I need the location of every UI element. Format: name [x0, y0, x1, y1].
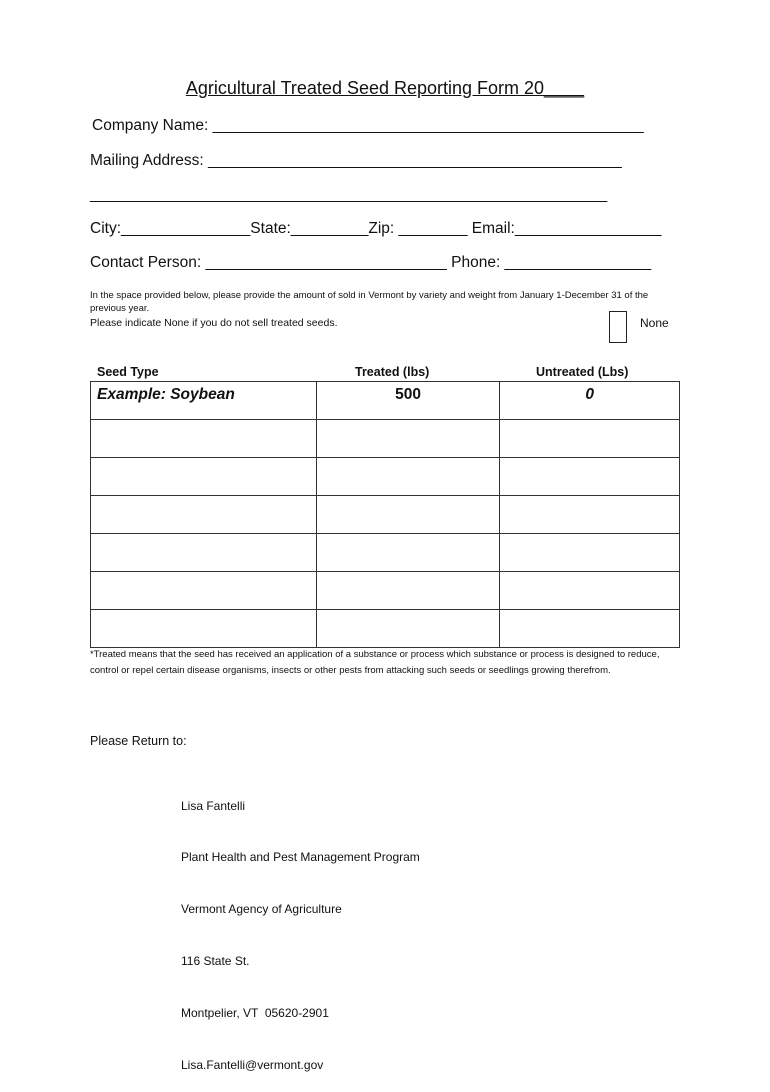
- untreated-cell[interactable]: [500, 572, 680, 610]
- address-program: Plant Health and Pest Management Program: [181, 850, 420, 865]
- treated-footnote: *Treated means that the seed has received an application of a substance or process which substance or process is designed to reduce, control or repel certain disease organisms, insects or other pests from attacking such seeds or seedlings growing therefrom.: [90, 649, 660, 676]
- address-city: Montpelier, VT 05620-2901: [181, 1006, 329, 1021]
- untreated-cell[interactable]: [500, 610, 680, 648]
- none-label: None: [640, 316, 669, 330]
- example-treated-cell: [316, 382, 500, 420]
- seed-type-cell[interactable]: [91, 420, 317, 458]
- return-heading: Please Return to:: [90, 734, 187, 748]
- company-name-field[interactable]: Company Name: __________________________________________________: [92, 117, 644, 134]
- example-treated: 500: [395, 385, 421, 403]
- untreated-cell[interactable]: [500, 534, 680, 572]
- address-street: 116 State St.: [181, 954, 250, 969]
- treated-cell[interactable]: [316, 496, 500, 534]
- table-row: [91, 458, 680, 496]
- example-seed-type: Example: Soybean: [97, 385, 235, 403]
- mailing-address-line2-field[interactable]: ____________________________________________________________: [90, 186, 608, 203]
- untreated-cell[interactable]: [500, 496, 680, 534]
- address-agency: Vermont Agency of Agriculture: [181, 902, 342, 917]
- example-seed-type-cell: [91, 382, 317, 420]
- table-row: [91, 496, 680, 534]
- treated-cell[interactable]: [316, 534, 500, 572]
- header-seed-type: Seed Type: [97, 365, 159, 379]
- contact-phone-field[interactable]: Contact Person: ____________________________ Phone: _________________: [90, 254, 652, 271]
- mailing-address-field[interactable]: Mailing Address: ________________________________________________: [90, 152, 622, 169]
- untreated-cell[interactable]: [500, 420, 680, 458]
- header-untreated: Untreated (Lbs): [536, 365, 629, 379]
- none-checkbox[interactable]: [609, 311, 627, 343]
- table-row: [91, 534, 680, 572]
- instructions-text: In the space provided below, please provide the amount of sold in Vermont by variety and weight from January 1-December 31 of the previous year.: [90, 290, 649, 314]
- table-row: [91, 572, 680, 610]
- seed-type-cell[interactable]: [91, 534, 317, 572]
- seed-type-cell[interactable]: [91, 458, 317, 496]
- seed-table: [90, 381, 680, 648]
- seed-type-cell[interactable]: [91, 496, 317, 534]
- form-title: Agricultural Treated Seed Reporting Form 20____: [185, 78, 585, 98]
- table-row: [91, 420, 680, 458]
- treated-cell[interactable]: [316, 458, 500, 496]
- treated-cell[interactable]: [316, 420, 500, 458]
- address-email[interactable]: Lisa.Fantelli@vermont.gov: [181, 1058, 324, 1073]
- example-untreated-cell: [500, 382, 680, 420]
- treated-cell[interactable]: [316, 572, 500, 610]
- seed-type-cell[interactable]: [91, 610, 317, 648]
- treated-cell[interactable]: [316, 610, 500, 648]
- header-treated: Treated (lbs): [355, 365, 430, 379]
- untreated-cell[interactable]: [500, 458, 680, 496]
- none-instruction-text: Please indicate None if you do not sell treated seeds.: [90, 317, 338, 329]
- return-address: [181, 763, 420, 1092]
- seed-type-cell[interactable]: [91, 572, 317, 610]
- example-untreated: 0: [585, 385, 594, 403]
- address-name: Lisa Fantelli: [181, 798, 246, 813]
- city-state-zip-email-field[interactable]: City:_______________State:_________Zip: ________ Email:_________________: [90, 220, 662, 237]
- table-row: [91, 610, 680, 648]
- example-row: [91, 382, 680, 420]
